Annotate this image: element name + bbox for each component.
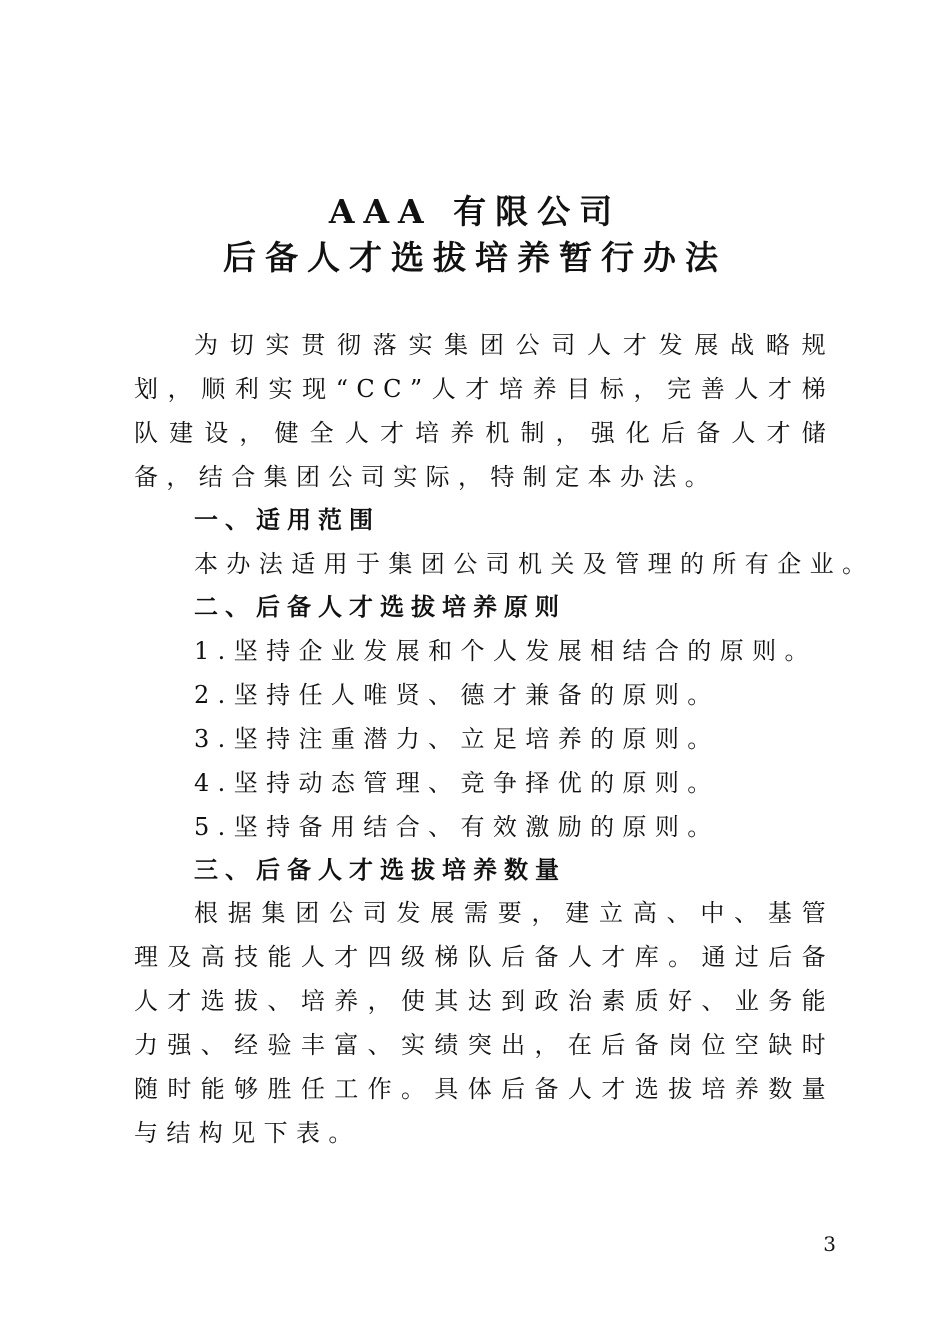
- intro-paragraph: [134, 323, 834, 499]
- section-3-paragraph: [134, 891, 834, 1155]
- principle-item: 5.坚持备用结合、有效激励的原则。: [194, 813, 720, 841]
- section-2-heading: 二、后备人才选拔培养原则: [194, 593, 566, 621]
- page-number: 3: [823, 1232, 836, 1256]
- document-title: 后备人才选拔培养暂行办法: [223, 238, 727, 277]
- section-3-text: 根据集团公司发展需要，建立高、中、基管理及高技能人才四级梯队后备人才库。通过后备人才选拔、培养，使其达到政治素质好、业务能力强、经验丰富、实绩突出，在后备岗位空缺时随时能够胜任工作。具体后备人才选拔培养数量与结构见下表。: [134, 899, 834, 1147]
- section-1-heading: 一、适用范围: [194, 506, 380, 534]
- principle-item: 3.坚持注重潜力、立足培养的原则。: [194, 725, 720, 753]
- principle-item: 1.坚持企业发展和个人发展相结合的原则。: [194, 637, 817, 665]
- intro-text: 为切实贯彻落实集团公司人才发展战略规划，顺利实现“CC”人才培养目标，完善人才梯队建设，健全人才培养机制，强化后备人才储备，结合集团公司实际，特制定本办法。: [134, 331, 834, 491]
- document-title-company: AAA 有限公司: [328, 192, 622, 231]
- principle-item: 2.坚持任人唯贤、德才兼备的原则。: [194, 681, 720, 709]
- section-1-text: 本办法适用于集团公司机关及管理的所有企业。: [194, 550, 875, 578]
- principle-item: 4.坚持动态管理、竞争择优的原则。: [194, 769, 720, 797]
- section-3-heading: 三、后备人才选拔培养数量: [194, 856, 566, 884]
